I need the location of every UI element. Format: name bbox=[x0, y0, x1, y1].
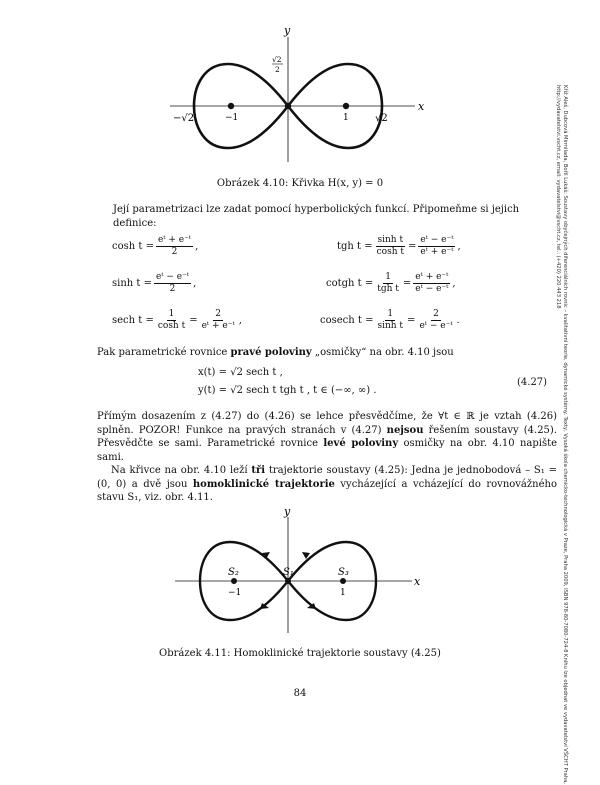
axis-label-y: y bbox=[284, 505, 291, 518]
equation-line-2: y(t) = √2 sech t tgh t , t ∈ (−∞, ∞) . bbox=[198, 385, 377, 396]
label-s3: S₃ bbox=[338, 567, 349, 578]
cotgh-lhs: cotgh t = bbox=[326, 278, 374, 289]
axis-label-y: y bbox=[284, 24, 291, 37]
point-1 bbox=[343, 103, 349, 109]
axis-label-x: x bbox=[414, 575, 421, 588]
paragraph-right-half: Pak parametrické rovnice pravé poloviny „osmičky“ na obr. 4.10 jsou bbox=[97, 347, 454, 358]
label-s1: S₁ bbox=[283, 567, 294, 578]
label-neg1: −1 bbox=[225, 113, 239, 123]
point-neg1 bbox=[228, 103, 234, 109]
figure-4-10 bbox=[150, 22, 450, 172]
cosh-lhs: cosh t = bbox=[112, 241, 154, 252]
label-1: 1 bbox=[340, 588, 346, 598]
label-neg-sqrt2: −√2 bbox=[173, 113, 195, 124]
label-sqrt2-half-num: √2 bbox=[272, 55, 282, 64]
cosh-frac: $\frac{\text{eᵗ + e⁻ᵗ}}{2}$ bbox=[157, 235, 192, 257]
label-sqrt2-half-den: 2 bbox=[275, 65, 280, 74]
cosech-lhs: cosech t = bbox=[320, 315, 374, 326]
def-cosh: cosh t = $\frac{\text{eᵗ + e⁻ᵗ}}{2}$ , bbox=[112, 235, 199, 257]
paragraph-trajectories: Na křivce na obr. 4.10 leží tři trajektorie soustavy (4.25): Jedna je jednobodová – S₁ = (0, 0) a dvě jsou homoklinické trajektorie vycházející a vcházející do rovnovážného stavu S₁, viz. obr. 4.11. bbox=[97, 465, 557, 503]
figure-4-11-caption: Obrázek 4.11: Homoklinické trajektorie soustavy (4.25) bbox=[159, 648, 441, 659]
page-number: 84 bbox=[293, 688, 307, 699]
intro-text: Její parametrizaci lze zadat pomocí hyperbolických funkcí. Připomeňme si jejich definice: bbox=[113, 204, 520, 229]
def-cotgh: cotgh t = $\frac{1}{\text{tgh t}}$ = $\frac{\text{eᵗ + e⁻ᵗ}}{\text{eᵗ − e⁻ᵗ}}$ , bbox=[326, 272, 456, 294]
label-neg1: −1 bbox=[228, 588, 242, 598]
axis-label-x: x bbox=[418, 100, 425, 113]
label-1: 1 bbox=[343, 113, 349, 123]
point-s3 bbox=[340, 578, 346, 584]
def-tgh: tgh t = $\frac{\text{sinh t}}{\text{cosh t}}$ = $\frac{\text{eᵗ − e⁻ᵗ}}{\text{eᵗ + e⁻ᵗ}}$ , bbox=[337, 235, 461, 257]
figure-4-11 bbox=[150, 505, 450, 640]
paragraph-verification: Přímým dosazením z (4.27) do (4.26) se lehce přesvědčíme, že ∀t ∈ ℝ je vztah (4.26) splněn. POZOR! Funkce na pravých stranách v (4.27) nejsou řešením soustavy (4.25). Přesvědčte se sami. Parametrické rovnice levé poloviny osmičky na obr. 4.10 napište sami. bbox=[97, 411, 558, 463]
sech-lhs: sech t = bbox=[112, 315, 154, 326]
tgh-lhs: tgh t = bbox=[337, 241, 373, 252]
sinh-lhs: sinh t = bbox=[112, 278, 152, 289]
def-sinh: sinh t = $\frac{\text{eᵗ − e⁻ᵗ}}{2}$ , bbox=[112, 272, 197, 294]
def-sech: sech t = $\frac{1}{\text{cosh t}}$ = $\frac{2}{\text{eᵗ + e⁻ᵗ}}$ , bbox=[112, 309, 242, 331]
point-s2 bbox=[231, 578, 237, 584]
equation-number: (4.27) bbox=[517, 377, 548, 388]
figure-4-10-caption: Obrázek 4.10: Křivka H(x, y) = 0 bbox=[216, 178, 384, 189]
side-note: Kříž Aleš, Dubcová Mirmilada, Bořil Lukáš: Soustavy obyčejných diferenciálních rovnic – kvalitativní teorie, dynamické systémy. Texty, Vysoká škola chemicko-technologická v Praze, Praha 2009, ISBN 978-80-7080-724-8 Knihu lze objednat ve vydavatelství VŠCHT Praha, http://vydavatelstvi.vscht.cz, email: vydavatelstvi@vscht.cz, tel.: (+420) 220 443 218 bbox=[555, 85, 568, 784]
label-s2: S₂ bbox=[228, 567, 239, 578]
point-s1 bbox=[285, 578, 291, 584]
equation-line-1: x(t) = √2 sech t , bbox=[198, 367, 283, 378]
point-origin bbox=[285, 103, 291, 109]
label-sqrt2: √2 bbox=[375, 113, 388, 124]
def-cosech: cosech t = $\frac{1}{\text{sinh t}}$ = $\frac{2}{\text{eᵗ − e⁻ᵗ}}$ . bbox=[320, 309, 460, 331]
